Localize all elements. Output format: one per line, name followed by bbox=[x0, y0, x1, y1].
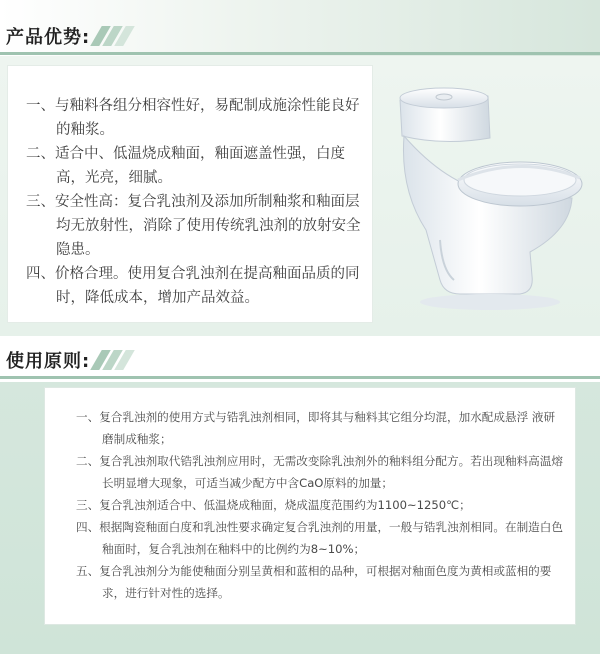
principles-heading bbox=[0, 346, 129, 374]
advantage-item: 四、价格合理。使用复合乳浊剂在提高釉面品质的同时，降低成本，增加产品效益。 bbox=[26, 266, 360, 306]
principle-item: 一、复合乳浊剂的使用方式与锆乳浊剂相同，即将其与釉料其它组分均混，加水配成悬浮 液研磨制成釉浆； bbox=[76, 410, 556, 446]
principles-underline bbox=[0, 376, 600, 379]
stripes-decoration bbox=[96, 350, 129, 370]
advantage-item: 二、适合中、低温烧成釉面，釉面遮盖性强，白度高，光亮，细腻。 bbox=[26, 146, 345, 186]
advantage-item: 一、与釉料各组分相容性好，易配制成施涂性能良好的釉浆。 bbox=[26, 98, 360, 138]
advantages-title: 产品优势: bbox=[6, 27, 91, 48]
principles-list bbox=[76, 406, 566, 604]
advantages-heading bbox=[0, 22, 129, 50]
advantages-underline bbox=[0, 52, 600, 55]
principle-item: 三、复合乳浊剂适合中、低温烧成釉面，烧成温度范围约为1100~1250℃； bbox=[76, 498, 471, 512]
principle-item: 五、复合乳浊剂分为能使釉面分别呈黄相和蓝相的品种，可根据对釉面色度为黄相或蓝相的要求，进行针对性的选择。 bbox=[76, 564, 552, 600]
principle-item: 二、复合乳浊剂取代锆乳浊剂应用时，无需改变除乳浊剂外的釉料组分配方。若出现釉料高温熔长明显增大现象，可适当减少配方中含CaO原料的加量； bbox=[76, 454, 563, 490]
principle-item: 四、根据陶瓷釉面白度和乳浊性要求确定复合乳浊剂的用量，一般与锆乳浊剂相同。在制造白色釉面时，复合乳浊剂在釉料中的比例约为8~10%； bbox=[76, 520, 563, 556]
principles-title: 使用原则: bbox=[6, 351, 91, 372]
toilet-product-image bbox=[380, 80, 590, 320]
advantage-item: 三、安全性高：复合乳浊剂及添加所制釉浆和釉面层均无放射性，消除了使用传统乳浊剂的放射安全隐患。 bbox=[26, 194, 361, 258]
stripes-decoration bbox=[96, 26, 129, 46]
advantages-list bbox=[26, 94, 366, 310]
